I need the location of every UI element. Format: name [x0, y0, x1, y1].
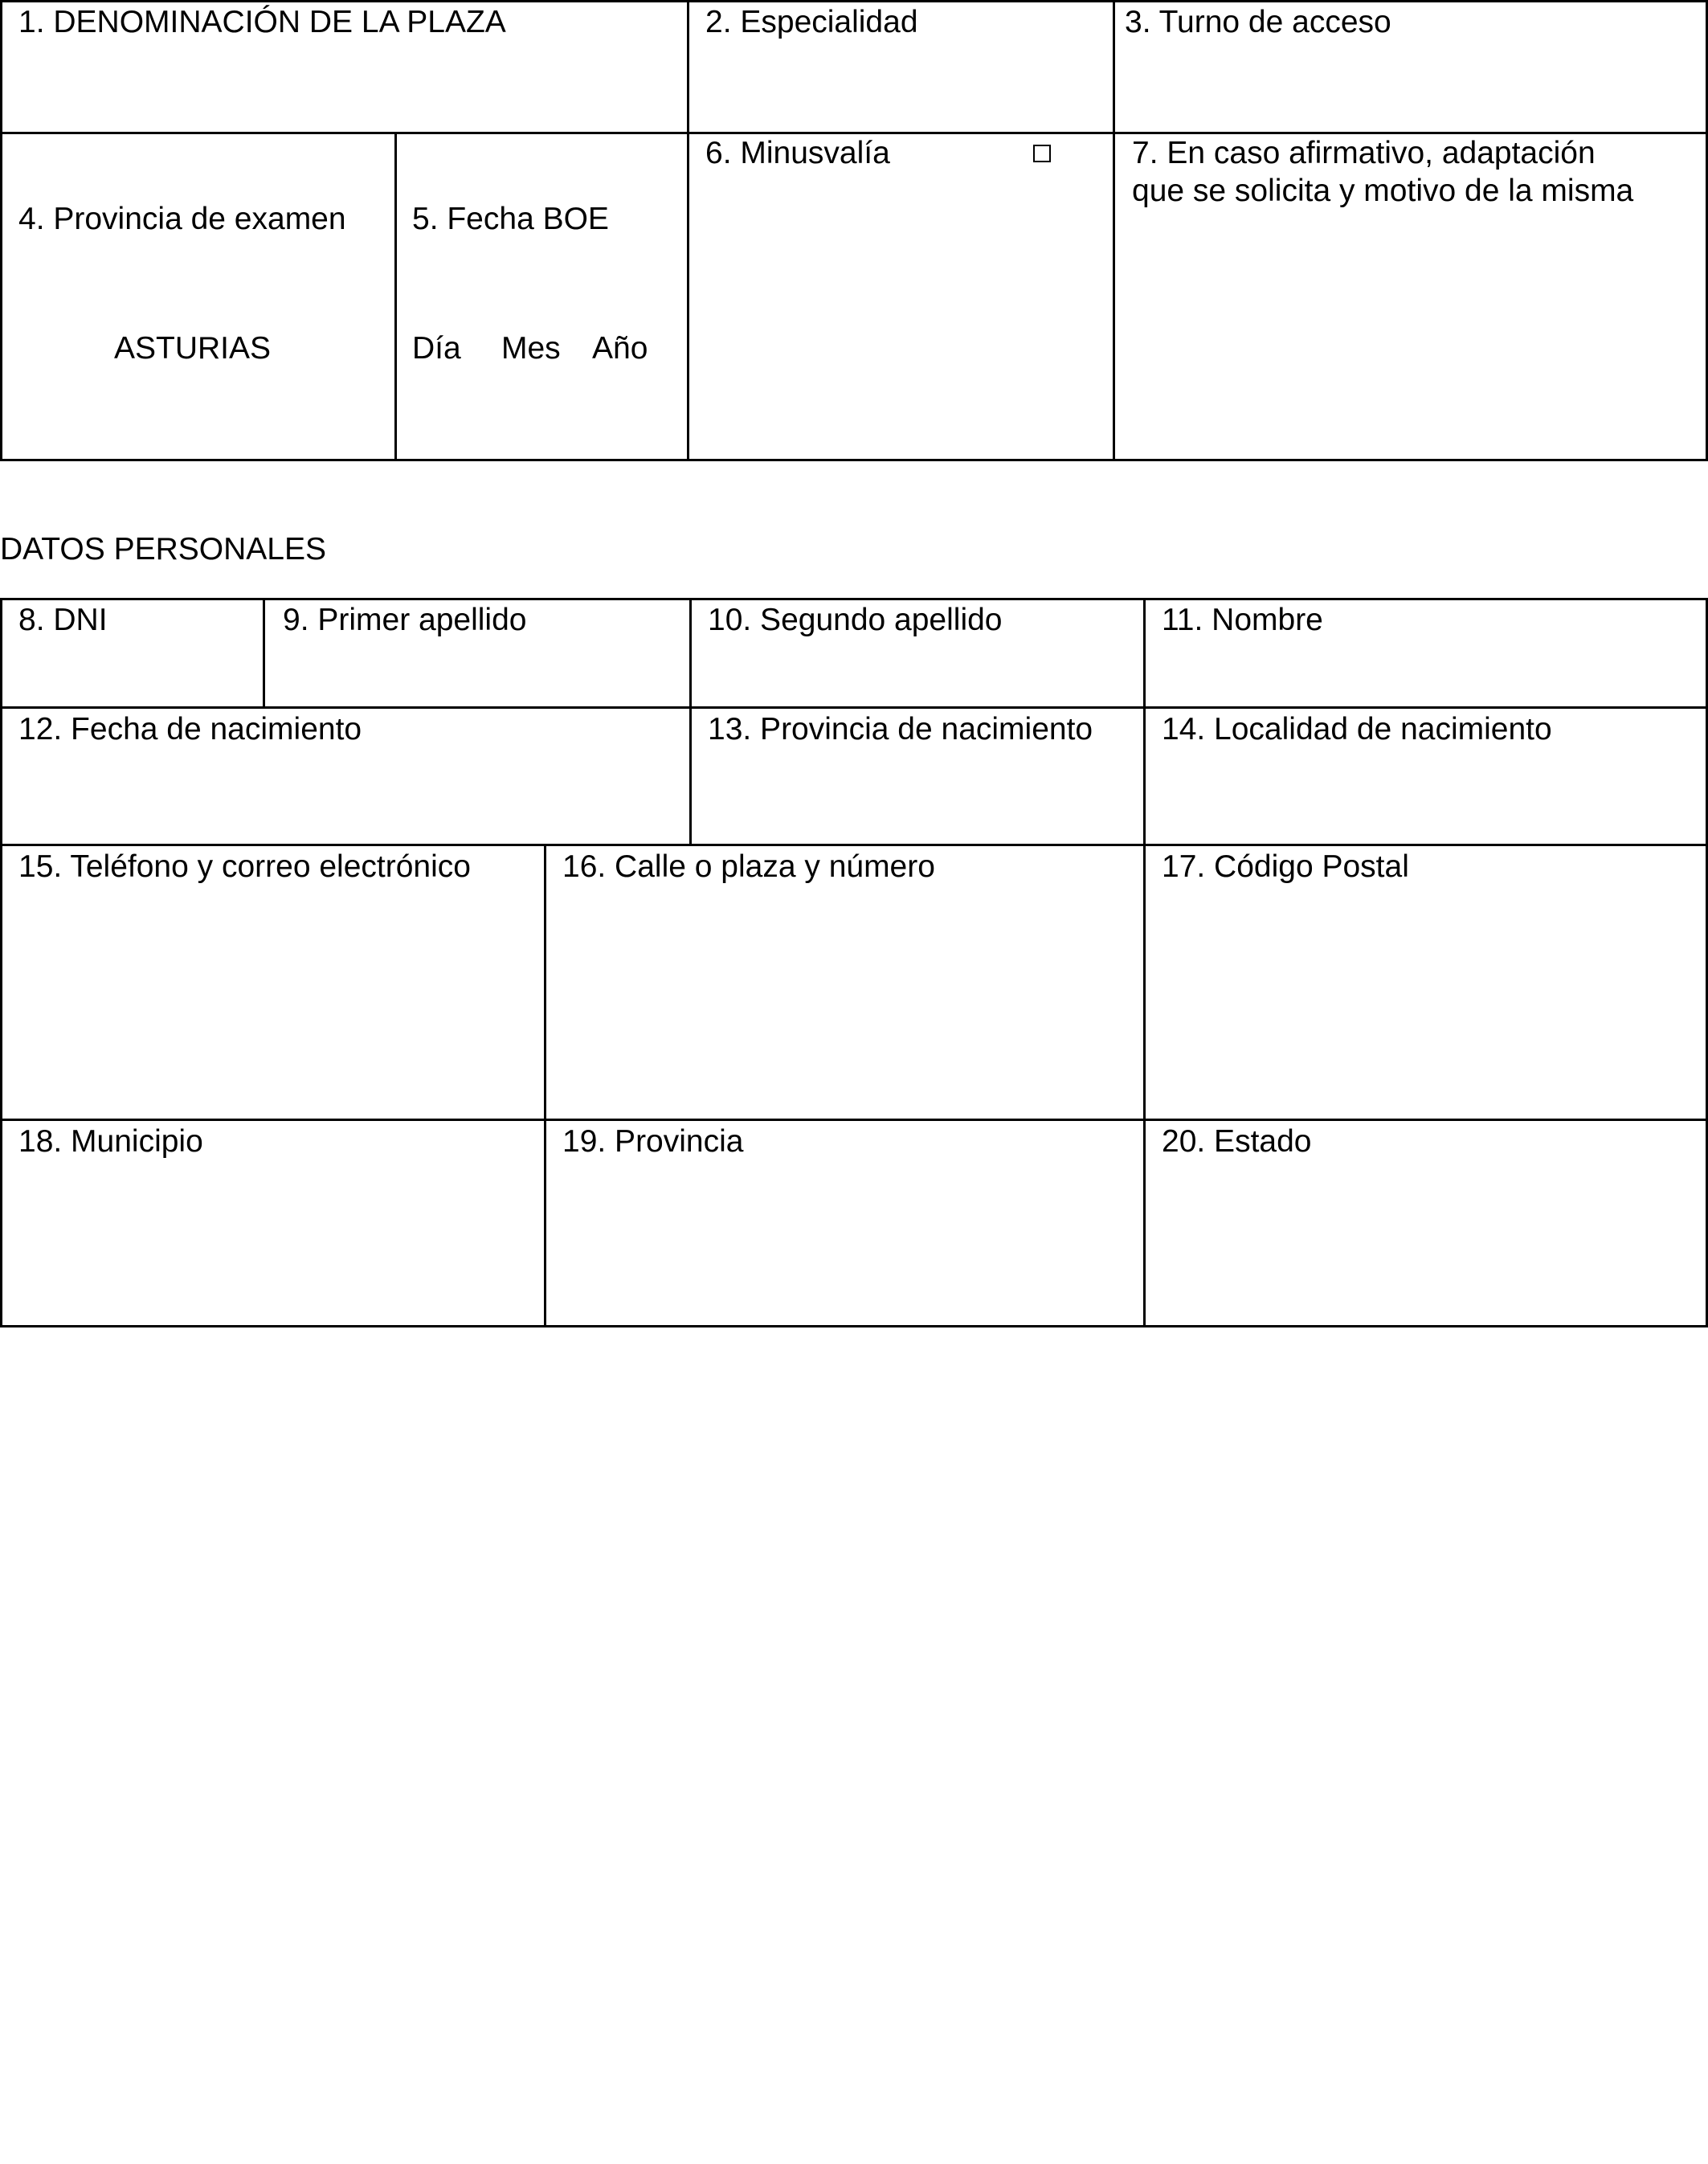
- primer-apellido-label: 9. Primer apellido: [283, 603, 527, 637]
- turno-acceso-field[interactable]: [1115, 42, 1706, 132]
- primer-apellido-field[interactable]: [265, 640, 689, 706]
- localidad-nacimiento-label: 14. Localidad de nacimiento: [1162, 712, 1552, 747]
- turno-acceso-label: 3. Turno de acceso: [1125, 5, 1391, 39]
- codigo-postal-label: 17. Código Postal: [1162, 849, 1409, 884]
- nombre-field[interactable]: [1146, 640, 1706, 706]
- adaptacion-label-line2: que se solicita y motivo de la misma: [1132, 174, 1634, 208]
- calle-label: 16. Calle o plaza y número: [562, 849, 935, 884]
- table-border-bottom: [0, 459, 1708, 461]
- dni-field[interactable]: [2, 640, 263, 706]
- table-row-divider: [0, 706, 1708, 709]
- denominacion-label: 1. DENOMINACIÓN DE LA PLAZA: [18, 5, 506, 39]
- provincia-examen-label: 4. Provincia de examen: [18, 202, 346, 236]
- estado-field[interactable]: [1146, 1161, 1706, 1325]
- telefono-correo-field[interactable]: [2, 886, 544, 1119]
- minusvalia-checkbox[interactable]: [1033, 145, 1051, 162]
- table-border-top: [0, 598, 1708, 600]
- estado-label: 20. Estado: [1162, 1124, 1312, 1159]
- fecha-boe-anio-label: Año: [592, 331, 648, 366]
- provincia-examen-value: ASTURIAS: [114, 331, 272, 366]
- especialidad-label: 2. Especialidad: [705, 5, 918, 39]
- calle-field[interactable]: [546, 886, 1143, 1119]
- municipio-label: 18. Municipio: [18, 1124, 203, 1159]
- dni-label: 8. DNI: [18, 603, 108, 637]
- fecha-nacimiento-label: 12. Fecha de nacimiento: [18, 712, 362, 747]
- adaptacion-label-line1: 7. En caso afirmativo, adaptación: [1132, 136, 1596, 170]
- table-border-bottom: [0, 1325, 1708, 1327]
- nombre-label: 11. Nombre: [1162, 603, 1323, 637]
- provincia-nacimiento-field[interactable]: [692, 749, 1143, 844]
- codigo-postal-field[interactable]: [1146, 886, 1706, 1119]
- localidad-nacimiento-field[interactable]: [1146, 749, 1706, 844]
- minusvalia-label: 6. Minusvalía: [705, 136, 890, 170]
- fecha-boe-dia-label: Día: [412, 331, 461, 366]
- especialidad-field[interactable]: [689, 42, 1113, 132]
- datos-personales-heading: DATOS PERSONALES: [0, 532, 327, 567]
- municipio-field[interactable]: [2, 1161, 544, 1325]
- table-row-divider: [0, 844, 1708, 846]
- table-row-divider: [0, 1119, 1708, 1121]
- fecha-boe-mes-label: Mes: [501, 331, 561, 366]
- table-border-top: [0, 0, 1708, 2]
- segundo-apellido-label: 10. Segundo apellido: [708, 603, 1003, 637]
- fecha-boe-label: 5. Fecha BOE: [412, 202, 609, 236]
- provincia-nacimiento-label: 13. Provincia de nacimiento: [708, 712, 1093, 747]
- provincia-label: 19. Provincia: [562, 1124, 744, 1159]
- telefono-correo-label: 15. Teléfono y correo electrónico: [18, 849, 471, 884]
- table-col-divider: [394, 132, 397, 461]
- denominacion-field[interactable]: [2, 42, 687, 132]
- adaptacion-field[interactable]: [1115, 214, 1706, 459]
- segundo-apellido-field[interactable]: [692, 640, 1143, 706]
- provincia-field[interactable]: [546, 1161, 1143, 1325]
- fecha-nacimiento-field[interactable]: [2, 749, 689, 844]
